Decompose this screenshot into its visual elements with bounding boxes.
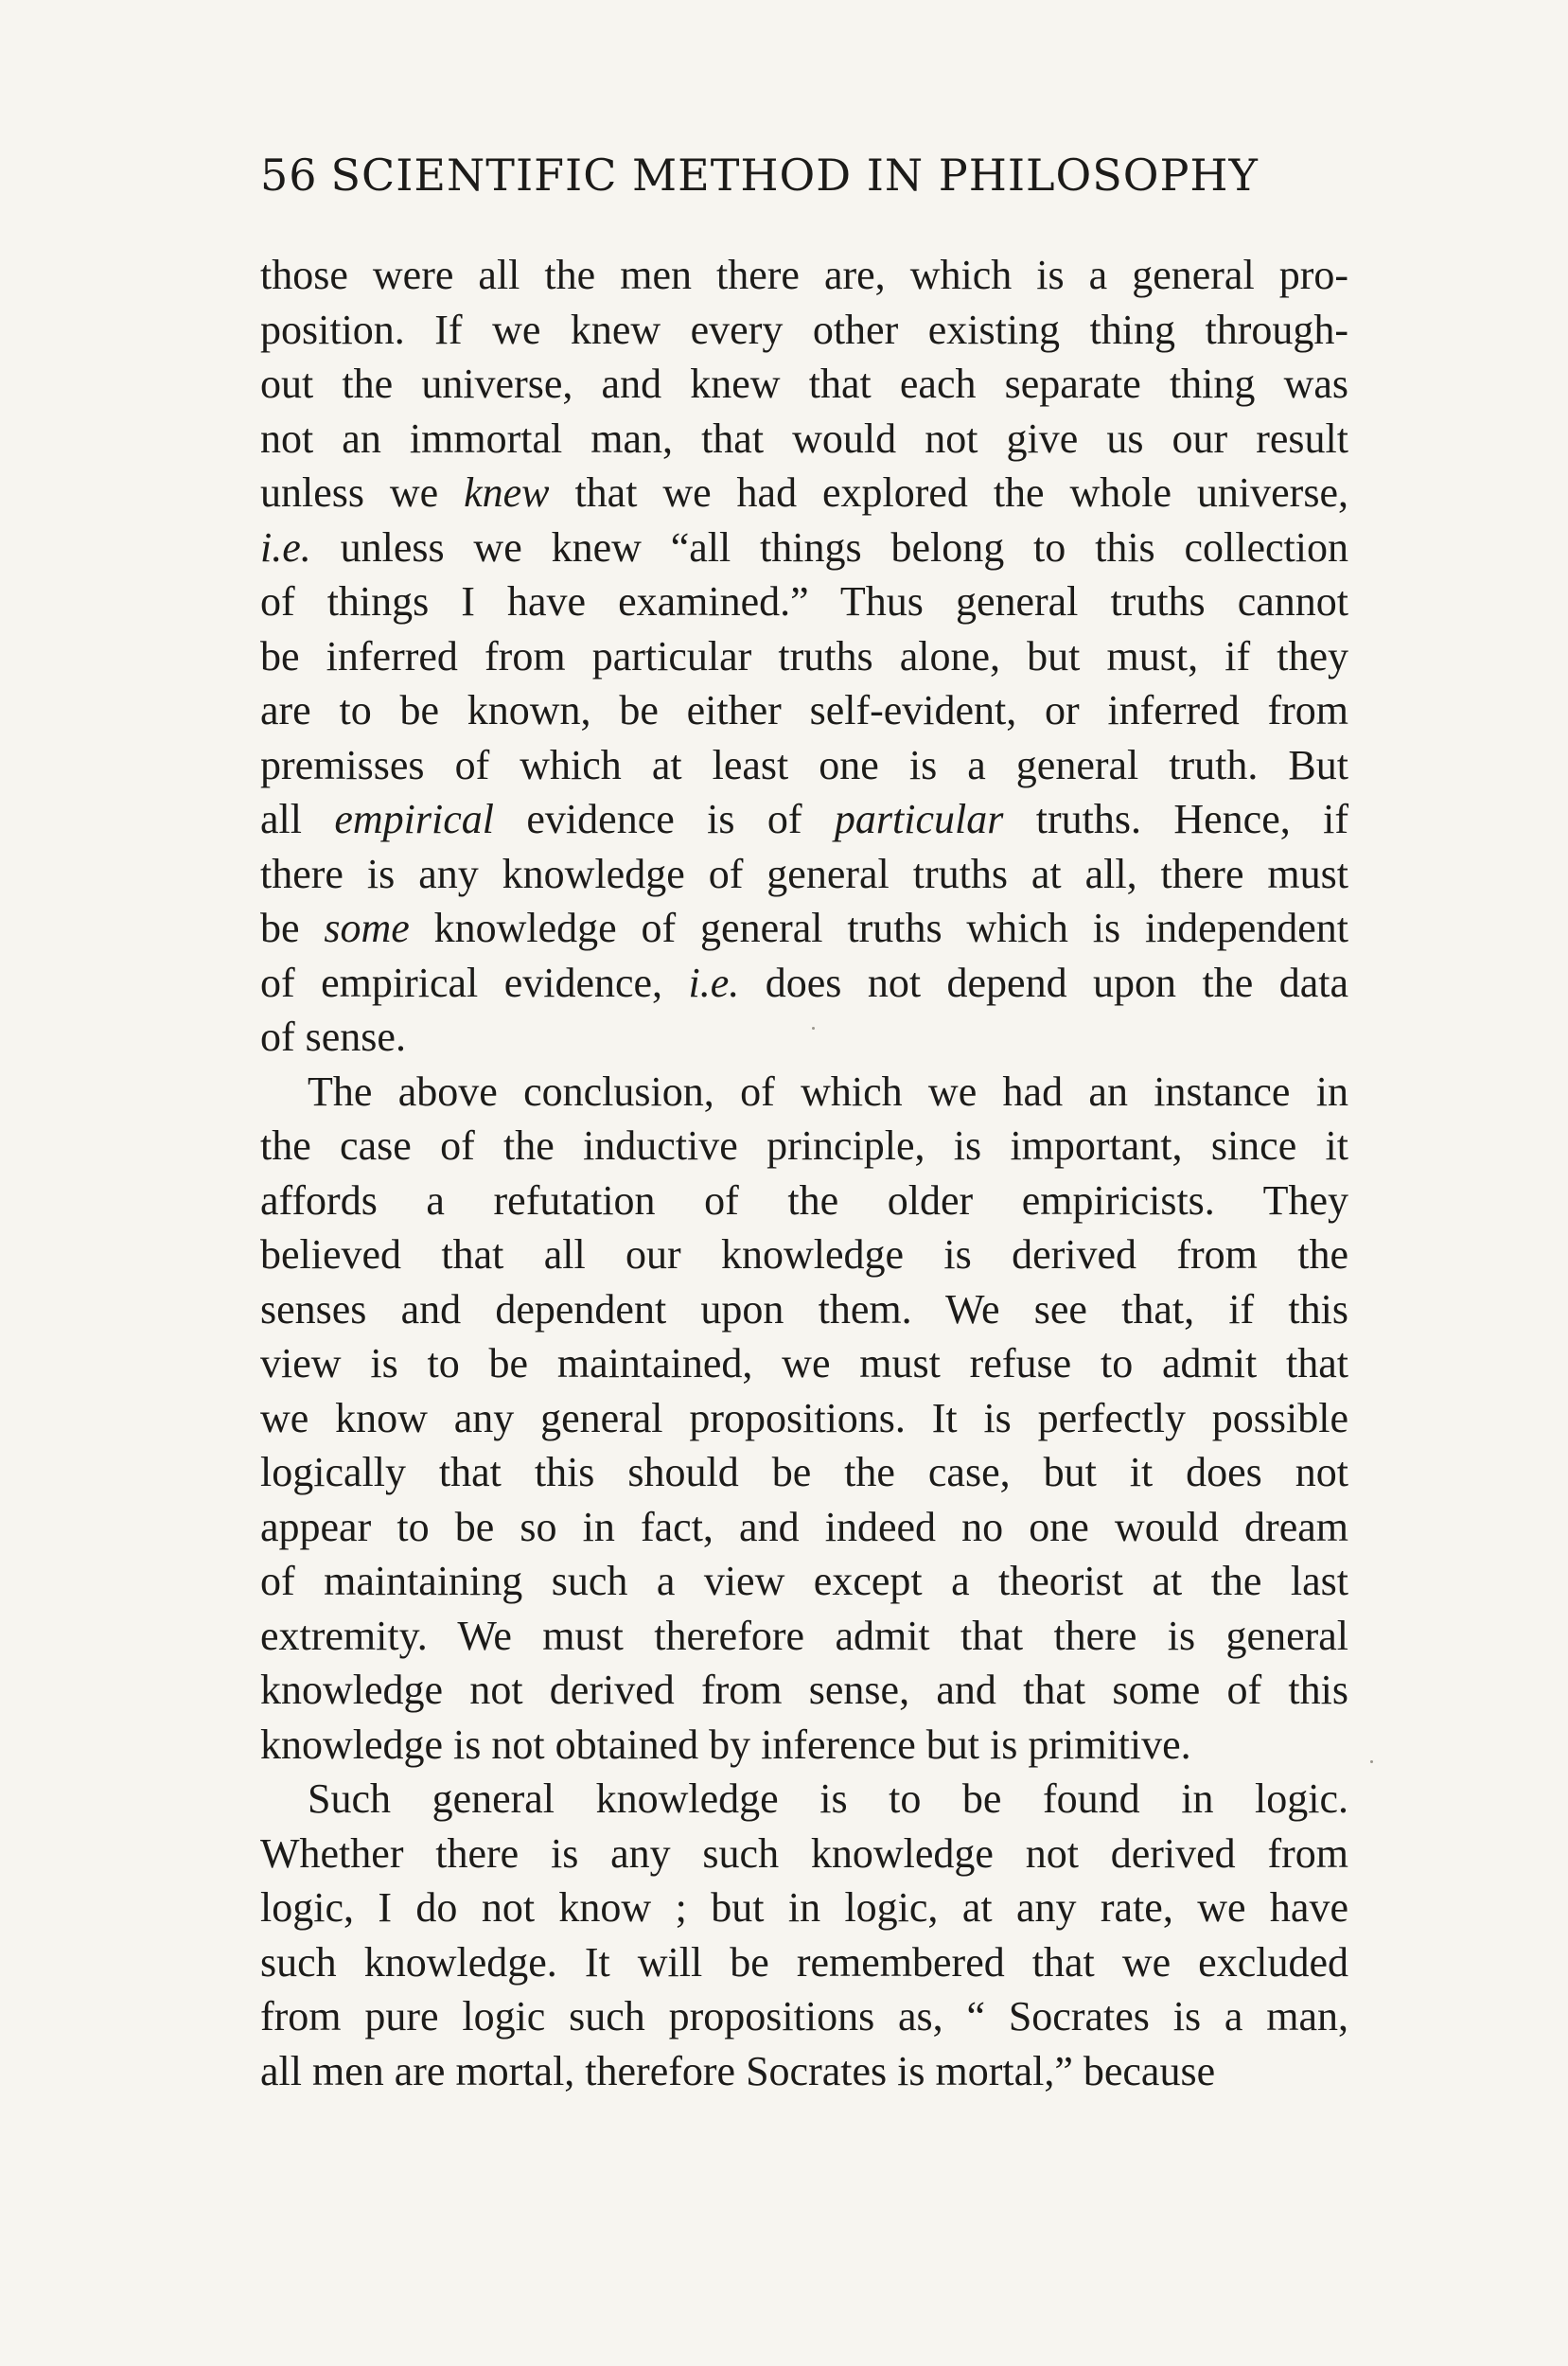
- text-run: senses and dependent upon them. We see that, if this: [260, 1285, 1348, 1333]
- italic-text: particular: [834, 796, 1004, 842]
- text-line: [260, 1010, 1348, 1065]
- text-run: there is any knowledge of general truths at all, there must: [260, 850, 1348, 897]
- body-text: [260, 248, 1348, 2098]
- text-run: out the universe, and knew that each separate thing was: [260, 361, 1348, 407]
- paragraph: [260, 1772, 1348, 2098]
- text-line: [260, 248, 1348, 303]
- text-run: view is to be maintained, we must refuse to admit that: [260, 1340, 1348, 1386]
- text-run: we know any general propositions. It is perfectly possible: [260, 1394, 1348, 1441]
- text-line: [260, 1609, 1348, 1664]
- text-run: such knowledge. It will be remembered that we excluded: [260, 1938, 1348, 1986]
- text-run: from pure logic such propositions as, “ Socrates is a man,: [260, 1993, 1348, 2039]
- text-run: Such general knowledge is to be found in logic.: [308, 1775, 1348, 1822]
- text-line: [260, 466, 1348, 521]
- text-run: not an immortal man, that would not give us our result: [260, 415, 1348, 462]
- print-speck: [812, 1027, 815, 1030]
- text-run: of maintaining such a view except a theorist at the last: [260, 1558, 1348, 1604]
- text-run: knowledge not derived from sense, and that some of this: [260, 1667, 1348, 1713]
- text-run: be inferred from particular truths alone, but must, if they: [260, 632, 1348, 680]
- text-line: [260, 1227, 1348, 1282]
- text-line: [260, 521, 1348, 575]
- page-number: 56: [260, 150, 318, 201]
- text-run: extremity. We must therefore admit that there is general: [260, 1612, 1348, 1659]
- text-line: [260, 303, 1348, 358]
- text-line: [260, 1663, 1348, 1718]
- text-run: are to be known, be either self-evident, or inferred from: [260, 687, 1348, 733]
- text-run: knowledge is not obtained by inference but is primitive.: [260, 1721, 1191, 1768]
- running-head: [260, 150, 1348, 201]
- text-line: [260, 847, 1348, 902]
- text-line: [260, 792, 1348, 847]
- text-run: unless we: [260, 469, 465, 516]
- text-run: Whether there is any such knowledge not derived from: [260, 1829, 1348, 1877]
- italic-text: knew: [464, 469, 550, 516]
- text-line: [260, 1880, 1348, 1935]
- text-line: [260, 1174, 1348, 1228]
- text-run: unless we knew “all things belong to this collection: [310, 523, 1348, 571]
- text-run: believed that all our knowledge is derived from the: [260, 1231, 1348, 1278]
- text-line: [260, 1065, 1348, 1120]
- text-run: appear to be so in fact, and indeed no one would dream: [260, 1503, 1348, 1550]
- text-run: position. If we knew every other existing thing through-: [260, 306, 1348, 353]
- text-run: truths. Hence, if: [1003, 796, 1349, 842]
- text-run: does not depend upon the data: [739, 959, 1348, 1006]
- text-line: [260, 1827, 1348, 1881]
- text-run: all: [260, 796, 335, 842]
- italic-text: some: [324, 905, 410, 951]
- italic-text: i.e.: [688, 959, 740, 1006]
- text-line: [260, 901, 1348, 956]
- text-run: affords a refutation of the older empiricists. They: [260, 1176, 1348, 1224]
- text-line: [260, 738, 1348, 793]
- text-line: [260, 683, 1348, 738]
- text-line: [260, 1336, 1348, 1391]
- text-run: of empirical evidence,: [260, 959, 689, 1006]
- text-run: all men are mortal, therefore Socrates is mortal,” because: [260, 2047, 1216, 2094]
- text-line: [260, 1445, 1348, 1500]
- text-line: [260, 1935, 1348, 1990]
- print-speck: [1370, 1760, 1373, 1763]
- text-run: premisses of which at least one is a general truth. But: [260, 741, 1348, 788]
- text-line: [260, 1718, 1348, 1773]
- running-title: SCIENTIFIC METHOD IN PHILOSOPHY: [330, 150, 1259, 201]
- text-line: [260, 1500, 1348, 1555]
- text-run: logically that this should be the case, but it does not: [260, 1449, 1348, 1495]
- text-line: [260, 412, 1348, 467]
- text-line: [260, 629, 1348, 684]
- text-line: [260, 1391, 1348, 1446]
- text-line: [260, 357, 1348, 412]
- text-run: knowledge of general truths which is independent: [409, 905, 1348, 951]
- text-line: [260, 1989, 1348, 2044]
- text-run: The above conclusion, of which we had an instance in: [308, 1068, 1348, 1115]
- text-run: evidence is of: [494, 796, 835, 842]
- text-run: of things I have examined.” Thus general truths cannot: [260, 578, 1348, 625]
- text-line: [260, 1282, 1348, 1337]
- paragraph: [260, 248, 1348, 1065]
- text-run: be: [260, 905, 325, 951]
- text-line: [260, 956, 1348, 1011]
- text-line: [260, 1119, 1348, 1174]
- text-run: logic, I do not know ; but in logic, at any rate, we have: [260, 1884, 1348, 1931]
- text-line: [260, 2044, 1348, 2099]
- text-run: the case of the inductive principle, is important, since it: [260, 1122, 1348, 1169]
- italic-text: i.e.: [260, 523, 311, 571]
- text-run: those were all the men there are, which is a general pro-: [260, 252, 1348, 298]
- text-line: [260, 1554, 1348, 1609]
- text-line: [260, 1772, 1348, 1827]
- text-run: of sense.: [260, 1014, 406, 1060]
- text-run: that we had explored the whole universe,: [549, 469, 1348, 516]
- paragraph: [260, 1065, 1348, 1773]
- text-line: [260, 574, 1348, 629]
- italic-text: empirical: [334, 796, 495, 842]
